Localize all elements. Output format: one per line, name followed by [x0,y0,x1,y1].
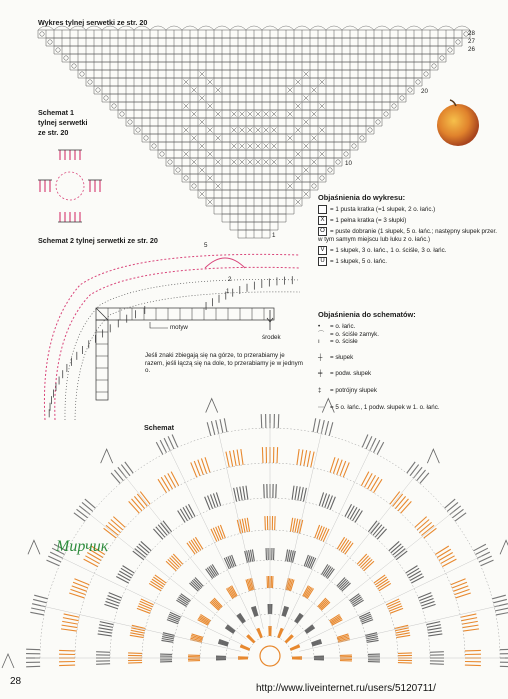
schema-legend-item [318,404,503,412]
legend-text: = 1 słupek, 3 o. łańc., 1 o. ściśle, 3 o. łańc. [330,246,447,254]
legend-symbol: ‡ [318,386,322,394]
schema-legend [318,310,503,411]
schema-legend-item [318,331,503,339]
row-number-27: 27 [468,38,475,45]
schema2-title: Schemat 2 tylnej serwetki ze str. 20 [38,236,158,245]
legend-text: = o. ściśle zamyk. [330,330,379,338]
legend-text: = 1 pełna kratka (= 3 słupki) [330,217,407,225]
doily-schema [2,399,508,668]
legend-text: = o. łańc. [330,323,356,330]
row-number-26: 26 [468,46,475,53]
legend-symbol: ı [318,338,320,346]
schema-legend-title: Objaśnienia do schematów: [318,310,416,319]
page-number: 28 [10,676,22,687]
legend-text: = o. ścisłe [330,338,358,346]
schema-legend-item [318,387,503,395]
legend-symbol: • [318,323,321,330]
legend-symbol: ⋯ [318,403,325,411]
legend-text: = potrójny słupek [330,386,377,394]
row-number-1: 1 [272,232,276,239]
schema-legend-item [318,354,503,362]
legend-text: = słupek [330,353,354,361]
footer-url: http://www.liveinternet.ru/users/5120711/ [256,683,436,694]
chart-legend-item [318,216,503,225]
watermark: Мирчик [56,538,109,555]
legend-symbol: ╪ [318,370,323,378]
chart-legend-item [318,257,503,266]
peach-icon [432,98,484,148]
chart-legend-item [318,227,503,244]
chart-legend-item [318,246,503,255]
row-number-20: 20 [421,88,428,95]
legend-symbol-u-box: U [318,257,327,266]
schema-legend-item [318,323,503,331]
schema1-title-line2: tylnej serwetki [38,118,88,127]
center-label: środek [262,334,281,341]
schema1-title-line1: Schemat 1 [38,108,74,117]
schema1-title-line3: ze str. 20 [38,128,69,137]
legend-symbol: ⌒ [318,330,325,338]
peach-image [432,98,484,148]
schema2-number-2: 2 [228,276,232,283]
legend-symbol: ┼ [318,353,323,361]
legend-symbol-x-box: X [318,216,327,225]
schema-label: Schemat [144,423,174,432]
legend-symbol-empty-box [318,205,327,214]
motif-label: motyw [170,324,188,331]
schema-legend-item [318,338,503,346]
schema2-number-5: 5 [204,242,208,249]
legend-text: = 1 pusta kratka (=1 słupek, 2 o. łańc.) [330,206,436,214]
schema1-title [38,108,88,138]
schema-legend-item [318,370,503,378]
row-number-28: 28 [468,30,475,37]
legend-symbol-o-box: O [318,227,327,236]
chart-legend-item [318,205,503,214]
note-text: Jeśli znaki zbiegają się na górze, to przerabiamy je razem, jeśli łączą się na dole, to przerabiamy je w jednym o. [145,352,303,375]
schema1-motif [38,150,102,222]
chart-legend-title: Objaśnienia do wykresu: [318,193,406,202]
legend-text: = 5 o. łańc., 1 podw. słupek w 1. o. łańc. [330,403,440,411]
row-number-10: 10 [345,160,352,167]
schema2-stitches [49,276,292,417]
legend-text: = 1 słupek, 5 o. łańc. [330,257,387,265]
chart-legend [318,193,503,266]
legend-text: = puste dobranie (1 słupek, 5 o. łańc.; następny słupek przer. w tym samym miejscu lub łuku z o. łańc.) [318,228,497,243]
legend-symbol-v-box: V [318,246,327,255]
legend-text: = podw. słupek [330,370,372,378]
schema2-number-1: 1 [226,288,230,295]
chart-title: Wykres tylnej serwetki ze str. 20 [38,18,148,27]
